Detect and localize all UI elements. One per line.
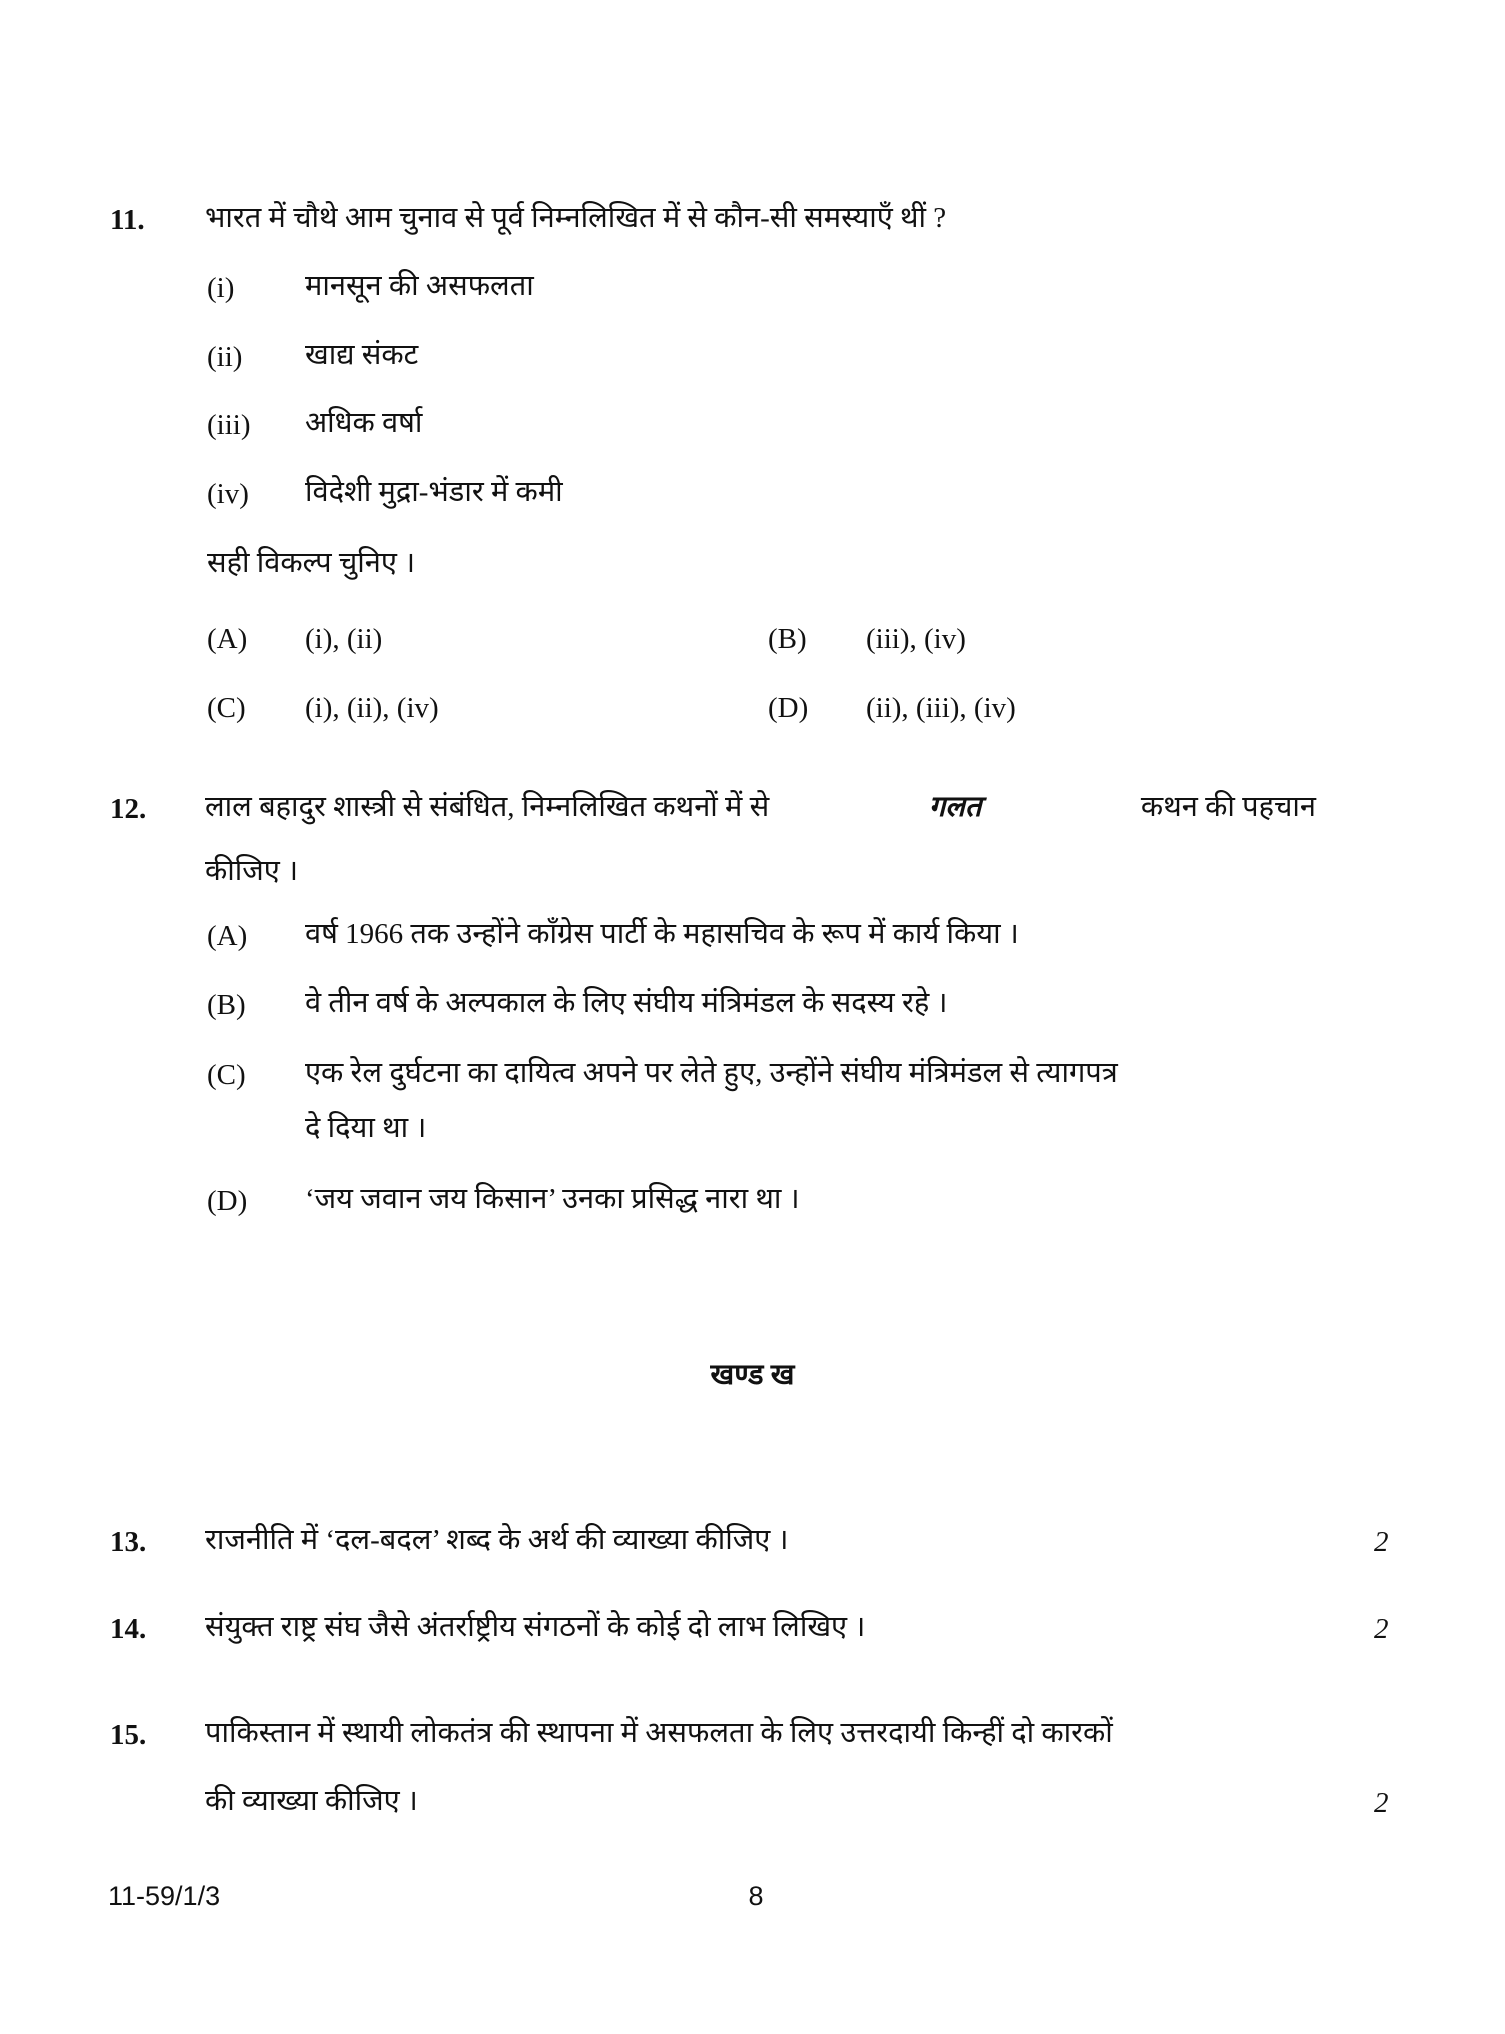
- q11-text: भारत में चौथे आम चुनाव से पूर्व निम्नलिखित में से कौन-सी समस्याएँ थीं ?: [205, 202, 947, 234]
- q11-item-label: (ii): [207, 341, 243, 373]
- q11-item-text: विदेशी मुद्रा-भंडार में कमी: [305, 476, 563, 508]
- q11-option-text: (ii), (iii), (iv): [866, 692, 1016, 724]
- q14-number: 14.: [110, 1613, 147, 1645]
- q12-option-label: (C): [207, 1059, 246, 1091]
- q12-text-before: लाल बहादुर शास्त्री से संबंधित, निम्नलिखित कथनों में से: [205, 791, 770, 823]
- q11-option-label: (C): [207, 692, 246, 724]
- q11-item-text: मानसून की असफलता: [305, 270, 534, 302]
- paper-code: 11-59/1/3: [108, 1881, 221, 1911]
- q15-text: पाकिस्तान में स्थायी लोकतंत्र की स्थापना में असफलता के लिए उत्तरदायी किन्हीं दो कारकों: [205, 1717, 1113, 1749]
- q11-item-label: (i): [207, 272, 235, 304]
- q14-marks: 2: [1374, 1613, 1389, 1645]
- q13-number: 13.: [110, 1526, 147, 1558]
- q13-marks: 2: [1374, 1526, 1389, 1558]
- q11-item-text: अधिक वर्षा: [305, 407, 423, 439]
- q12-text-after: कथन की पहचान: [1140, 791, 1316, 823]
- q12-text: [205, 793, 1316, 822]
- q11-option-text: (iii), (iv): [866, 623, 966, 655]
- q11-option-label: (A): [207, 623, 248, 655]
- page-number: 8: [748, 1881, 764, 1911]
- q11-option-text: (i), (ii), (iv): [305, 692, 439, 724]
- q11-item-label: (iii): [207, 409, 251, 441]
- q11-instruction: सही विकल्प चुनिए ।: [207, 547, 416, 579]
- section-heading: खण्ड ख: [710, 1359, 795, 1391]
- q12-option-text: वे तीन वर्ष के अल्पकाल के लिए संघीय मंत्रिमंडल के सदस्य रहे ।: [305, 987, 948, 1019]
- q12-option-label: (A): [207, 920, 248, 952]
- q12-option-text-line2: दे दिया था ।: [305, 1112, 427, 1144]
- q12-option-label: (D): [207, 1185, 248, 1217]
- q11-option-label: (B): [768, 623, 807, 655]
- q14-text: संयुक्त राष्ट्र संघ जैसे अंतर्राष्ट्रीय संगठनों के कोई दो लाभ लिखिए ।: [205, 1611, 866, 1643]
- q12-number: 12.: [110, 793, 147, 825]
- q11-item-label: (iv): [207, 478, 249, 510]
- q15-text-line2: की व्याख्या कीजिए ।: [205, 1785, 418, 1817]
- q12-option-label: (B): [207, 989, 246, 1021]
- q12-text-line2: कीजिए ।: [205, 855, 299, 887]
- q11-option-text: (i), (ii): [305, 623, 383, 655]
- q12-emphasis: गलत: [928, 791, 982, 823]
- q12-option-text: एक रेल दुर्घटना का दायित्व अपने पर लेते हुए, उन्होंने संघीय मंत्रिमंडल से त्यागपत्र: [305, 1057, 1118, 1089]
- q15-number: 15.: [110, 1719, 147, 1751]
- q11-number: 11.: [110, 204, 145, 236]
- q11-item-text: खाद्य संकट: [305, 339, 419, 371]
- q12-option-text: ‘जय जवान जय किसान’ उनका प्रसिद्ध नारा था ।: [305, 1183, 800, 1215]
- q15-marks: 2: [1374, 1787, 1389, 1819]
- q13-text: राजनीति में ‘दल-बदल’ शब्द के अर्थ की व्याख्या कीजिए ।: [205, 1524, 789, 1556]
- q12-option-text: वर्ष 1966 तक उन्होंने काँग्रेस पार्टी के महासचिव के रूप में कार्य किया ।: [305, 918, 1019, 950]
- q11-option-label: (D): [768, 692, 809, 724]
